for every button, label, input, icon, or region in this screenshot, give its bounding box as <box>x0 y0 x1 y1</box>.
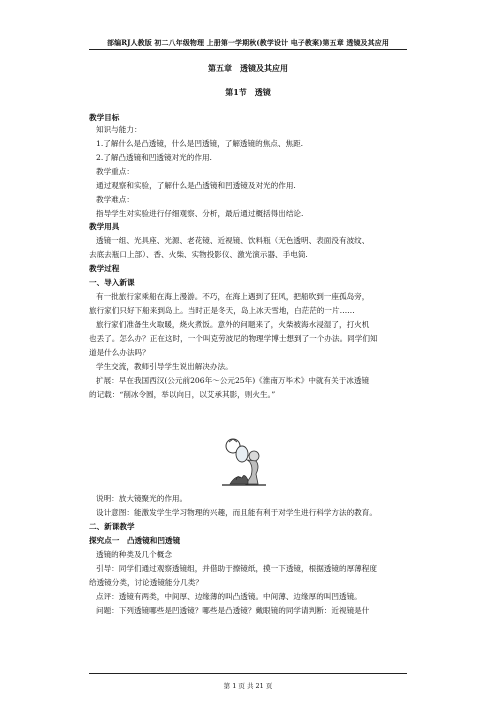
footer-rule <box>89 673 407 674</box>
paragraph-line: 通过观察和实验，了解什么是凸透镜和凹透镜及对光的作用. <box>96 181 296 190</box>
paragraph-line: 扩展：早在我国西汉(公元前206年～公元25年)《淮南万毕术》中就有关于冰透镜 <box>96 376 370 385</box>
heading-teaching-process: 教学过程 <box>89 264 120 273</box>
heading-teaching-goals: 教学目标 <box>89 113 120 122</box>
running-header: 部编RJ人教版 初二八年级物理 上册第一学期秋(教学设计 电子教案)第五章 透镜及其应用 <box>107 38 389 47</box>
paragraph-line: 设计意图：能激发学生学习物理的兴趣，而且能有利于对学生进行科学方法的教育。 <box>96 508 377 517</box>
paragraph-line: 也丢了。怎么办？正在这时，一个叫克劳波尼的物理学博士想到了一个办法。同学们知 <box>89 334 378 343</box>
paragraph-line: 教学难点： <box>96 195 134 204</box>
section-title: 第1节 透镜 <box>225 87 271 97</box>
paragraph-line: 2.了解凸透镜和凹透镜对光的作用. <box>96 153 212 162</box>
paragraph-line: 道是什么办法吗？ <box>89 348 150 357</box>
paragraph-line: 说明：放大镜聚光的作用。 <box>96 494 188 503</box>
paragraph-line: 知识与能力： <box>96 125 142 134</box>
heading-teaching-tools: 教学用具 <box>89 222 120 231</box>
ice-lens-fire-illustration <box>218 436 270 488</box>
heading-intro: 一、导入新课 <box>89 278 135 287</box>
paragraph-line: 有一批旅行家乘船在海上漫游。不巧，在海上遇到了狂风，把船吹到一座孤岛旁， <box>96 292 370 301</box>
paragraph-line: 透镜的种类及几个概念 <box>96 550 172 559</box>
paragraph-line: 问题：下列透镜哪些是凹透镜？哪些是凸透镜？戴眼镜的同学请判断：近视镜是什 <box>96 606 370 615</box>
paragraph-line: 去底去瓶口上部）、香、火柴、实物投影仪、激光演示器、手电筒. <box>89 250 308 259</box>
paragraph-line: 引导：同学们通过观察透镜组，并借助于擦镜纸，摸一下透镜，根据透镜的厚薄程度 <box>96 564 377 573</box>
page-footer: 第 1 页 共 21 页 <box>223 682 273 690</box>
header-rule <box>89 49 407 50</box>
paragraph-line: 透镜一组、光具座、光源、老花镜、近视镜、饮料瓶（无色透明、表面没有波纹、 <box>96 236 370 245</box>
paragraph-line: 旅行家们只好下船来到岛上。当时正是冬天，岛上冰天雪地，白茫茫的一片…… <box>89 306 355 315</box>
paragraph-line: 的记载：“削冰令圆，举以向日，以艾承其影，则火生。” <box>89 390 276 399</box>
paragraph-line: 学生交流，教师引导学生说出解决办法。 <box>96 362 233 371</box>
paragraph-line: 教学重点： <box>96 167 134 176</box>
chapter-title: 第五章 透镜及其应用 <box>208 63 288 73</box>
heading-inquiry-point-1: 探究点一 凸透镜和凹透镜 <box>89 536 181 545</box>
heading-new-lesson: 二、新课教学 <box>89 522 135 531</box>
paragraph-line: 旅行家们准备生火取暖，烧火煮饭。意外的问题来了，火柴被海水浸湿了，打火机 <box>96 320 370 329</box>
paragraph-line: 给透镜分类，讨论透镜能分几类？ <box>89 578 203 587</box>
paragraph-line: 点评：透镜有两类，中间厚、边缘薄的叫凸透镜。中间薄、边缘厚的叫凹透镜。 <box>96 592 362 601</box>
paragraph-line: 指导学生对实验进行仔细观察、分析，最后通过概括得出结论. <box>96 209 304 218</box>
paragraph-line: 1.了解什么是凸透镜，什么是凹透镜，了解透镜的焦点、焦距. <box>96 139 304 148</box>
